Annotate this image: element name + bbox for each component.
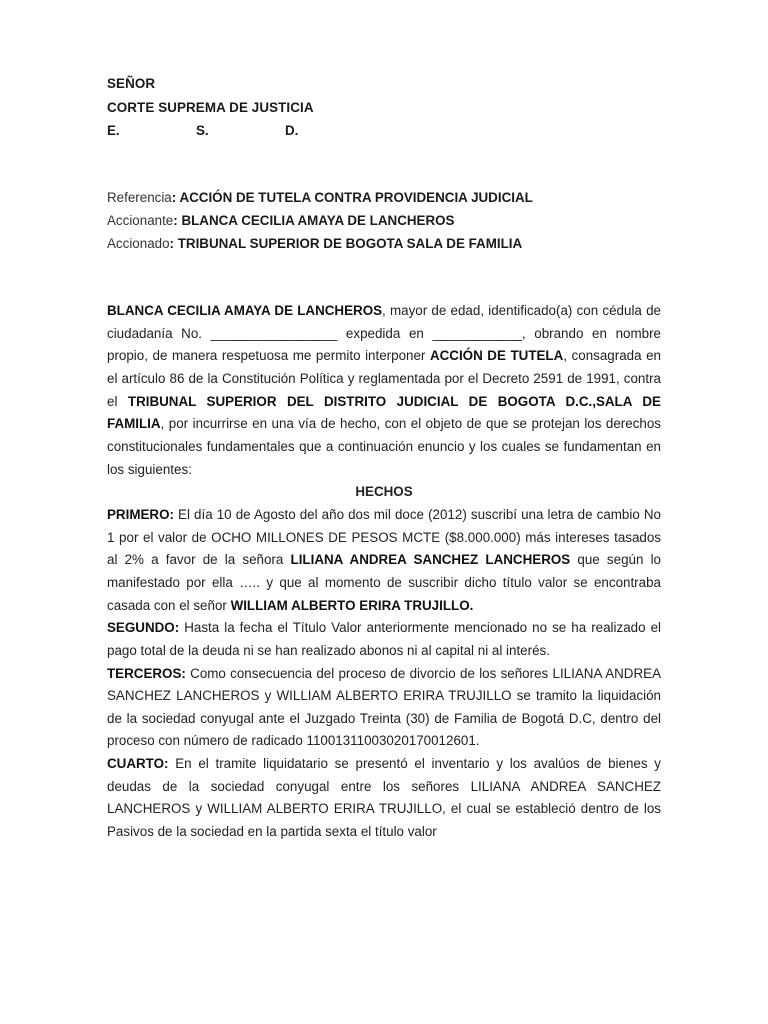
reference-value: : ACCIÓN DE TUTELA CONTRA PROVIDENCIA JUDICIAL [171, 190, 533, 205]
hechos-heading: HECHOS [355, 484, 413, 500]
terceros-text: Como consecuencia del proceso de divorcio de los señores LILIANA ANDREA SANCHEZ LANCHEROS y WILLIAM ALBERTO ERIRA TRUJILLO se tramito la liquidación de la sociedad conyugal ante el Juzgado Treinta (30) de Familia de Bogotá D.C, dentro del proceso con número de radicado 11001311003020170012601. [107, 665, 661, 749]
cuarto-text: En el tramite liquidatario se presentó el inventario y los avalúos de bienes y deudas de la sociedad conyugal entre los señores LILIANA ANDREA SANCHEZ LANCHEROS y WILLIAM ALBERTO ERIRA TRUJILLO, el cual se estableció dentro de los Pasivos de la sociedad en la partida sexta el título valor [107, 756, 661, 840]
segundo-paragraph [107, 617, 661, 662]
primero-text-2: que según lo manifestado por ella ….. y que al momento de suscribir dicho título valor se encontraba casada con el señor [107, 552, 662, 613]
esd-s: S. [196, 123, 209, 138]
intro-paragraph [107, 300, 661, 481]
plaintiff-line [107, 213, 454, 228]
segundo-label: SEGUNDO: [107, 620, 180, 636]
primero-text-1: El día 10 de Agosto del año dos mil doce (2012) suscribí una letra de cambio No 1 por el valor de OCHO MILLONES DE PESOS MCTE ($8.000.000) más intereses tasados al 2% a favor de la señora [107, 506, 661, 568]
intro-text-3: , por incurrirse en una vía de hecho, con el objeto de que se protejan los derechos constitucionales fundamentales que a continuación enuncio y los cuales se fundamentan en los siguientes: [107, 416, 661, 477]
cuarto-paragraph [107, 753, 661, 844]
defendant-label: Accionado [107, 236, 170, 251]
primero-label: PRIMERO: [107, 506, 174, 522]
esd-d: D. [285, 123, 299, 138]
intro-text-1: , mayor de edad, identificado(a) con cédula de ciudadanía No. _________________ expedida en ____________, obrando en nombre propio, de manera respetuosa me permito interponer [107, 303, 661, 364]
primero-name-1: LILIANA ANDREA SANCHEZ LANCHEROS [290, 552, 571, 568]
document-body [107, 300, 661, 844]
terceros-label: TERCEROS: [107, 665, 186, 681]
plaintiff-value: : BLANCA CECILIA AMAYA DE LANCHEROS [173, 213, 455, 228]
addressee-title: SEÑOR [107, 76, 156, 91]
defendant-line [107, 236, 522, 251]
plaintiff-label: Accionante [107, 213, 174, 228]
esd-e: E. [107, 123, 120, 138]
plaintiff-name: BLANCA CECILIA AMAYA DE LANCHEROS [107, 303, 383, 318]
reference-line [107, 190, 533, 205]
reference-label: Referencia [107, 190, 172, 205]
primero-name-2: WILLIAM ALBERTO ERIRA TRUJILLO. [230, 597, 474, 613]
intro-text-2: , consagrada en el artículo 86 de la Constitución Política y reglamentada por el Decreto 2591 de 1991, contra el [107, 348, 661, 409]
tribunal-name: TRIBUNAL SUPERIOR DEL DISTRITO JUDICIAL DE BOGOTA D.C.,SALA DE FAMILIA [107, 393, 661, 432]
cuarto-label: CUARTO: [107, 756, 169, 772]
addressee-court: CORTE SUPREMA DE JUSTICIA [107, 100, 314, 115]
segundo-text: Hasta la fecha el Título Valor anteriormente mencionado no se ha realizado el pago total de la deuda ni se han realizado abonos ni al capital ni al interés. [107, 620, 661, 658]
primero-paragraph [107, 504, 661, 617]
defendant-value: : TRIBUNAL SUPERIOR DE BOGOTA SALA DE FAMILIA [169, 236, 523, 251]
action-name: ACCIÓN DE TUTELA [429, 348, 564, 364]
terceros-paragraph [107, 663, 661, 754]
